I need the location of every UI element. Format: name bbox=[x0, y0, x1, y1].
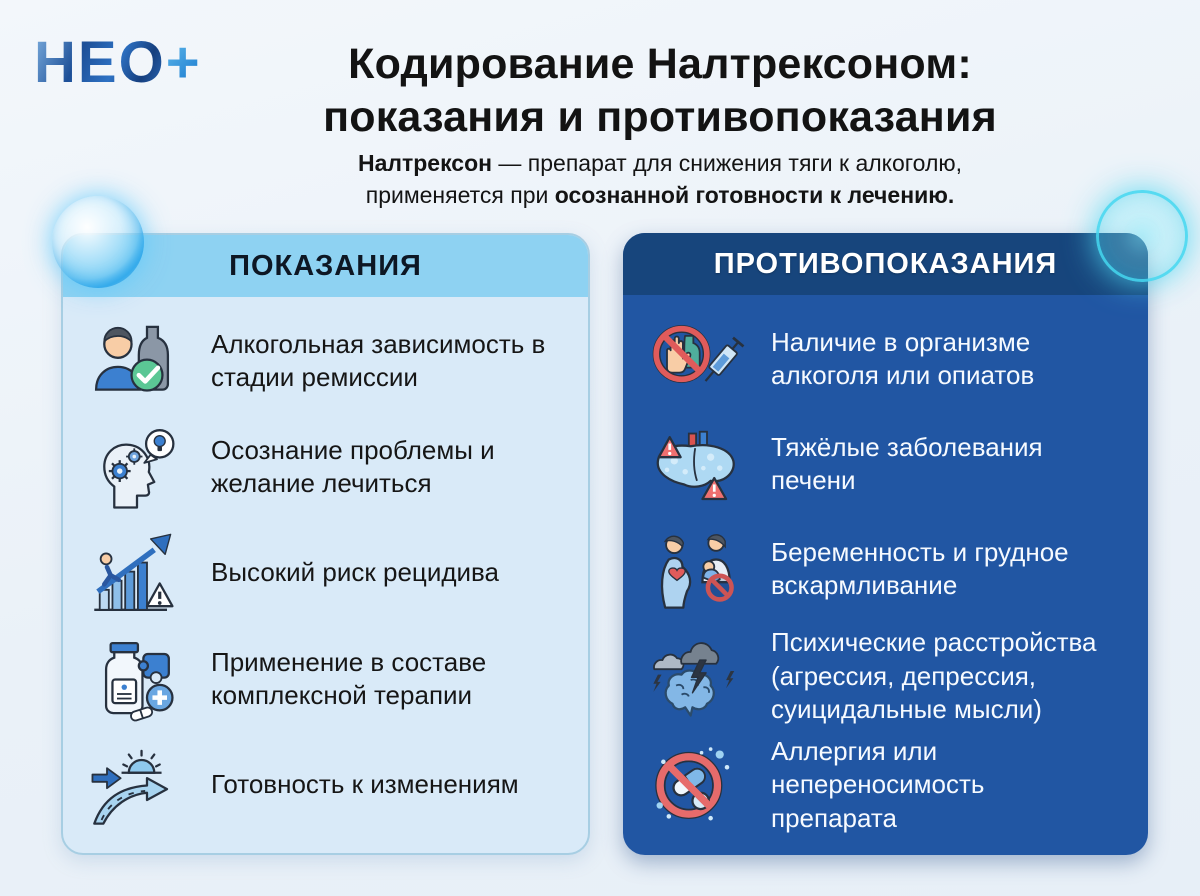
logo-text: НЕО bbox=[34, 30, 166, 95]
page-subtitle bbox=[120, 148, 1200, 211]
item-text: Психические расстройства (агрессия, депрессия, суицидальные мысли) bbox=[771, 627, 1097, 724]
person-remission-check-icon bbox=[85, 315, 189, 407]
list-item bbox=[85, 419, 566, 515]
subtitle-drug-name: Налтрексон bbox=[357, 150, 493, 176]
item-text: Алкогольная зависимость в стадии ремиссии bbox=[211, 328, 546, 392]
relapse-risk-chart-icon bbox=[85, 527, 189, 619]
subtitle-text-1: — препарат для снижения тяги к алкоголю, bbox=[492, 150, 963, 176]
subtitle-text-2: применяется при bbox=[365, 181, 555, 208]
page-title bbox=[120, 38, 1200, 144]
item-text: Тяжёлые заболевания печени bbox=[771, 431, 1043, 496]
list-item bbox=[85, 631, 566, 727]
allergy-intolerance-icon bbox=[645, 739, 749, 831]
title-line-2: показания и противопоказания bbox=[323, 92, 997, 141]
item-text: Высокий риск рецидива bbox=[211, 557, 500, 588]
complex-therapy-medicine-icon bbox=[85, 633, 189, 725]
list-item bbox=[85, 525, 566, 621]
item-text: Применение в составе комплексной терапии bbox=[211, 646, 487, 710]
mental-disorders-icon bbox=[645, 630, 749, 722]
list-item bbox=[645, 735, 1126, 835]
logo-plus-glyph: + bbox=[165, 30, 202, 95]
indications-card bbox=[61, 233, 590, 855]
road-to-change-icon bbox=[85, 739, 189, 831]
list-item bbox=[645, 626, 1126, 726]
cards-container bbox=[61, 233, 1148, 855]
item-text: Беременность и грудное вскармливание bbox=[771, 536, 1069, 601]
list-item bbox=[645, 521, 1126, 617]
subtitle-line-1 bbox=[120, 148, 1200, 180]
contraindications-header: ПРОТИВОПОКАЗАНИЯ bbox=[623, 233, 1148, 295]
list-item bbox=[85, 313, 566, 409]
list-item bbox=[85, 737, 566, 833]
contraindications-list bbox=[623, 295, 1148, 855]
item-text: Аллергия или непереносимость препарата bbox=[771, 736, 985, 833]
title-line-1: Кодирование Налтрексоном: bbox=[348, 40, 972, 88]
item-text: Наличие в организме алкоголя или опиатов bbox=[771, 326, 1035, 390]
subtitle-line-2 bbox=[120, 180, 1200, 212]
subtitle-readiness-text: осознанной готовности к лечению. bbox=[554, 181, 955, 208]
no-alcohol-opiates-icon bbox=[645, 313, 749, 405]
contraindications-card bbox=[623, 233, 1148, 855]
indications-list bbox=[63, 297, 588, 853]
item-text: Осознание проблемы и желание лечиться bbox=[211, 434, 495, 498]
list-item bbox=[645, 311, 1126, 407]
item-text: Готовность к изменениям bbox=[211, 769, 519, 800]
head-gears-insight-icon bbox=[85, 421, 189, 513]
list-item bbox=[645, 416, 1126, 512]
indications-header: ПОКАЗАНИЯ bbox=[63, 235, 588, 297]
liver-disease-icon bbox=[645, 418, 749, 510]
pregnancy-breastfeeding-icon bbox=[645, 523, 749, 615]
